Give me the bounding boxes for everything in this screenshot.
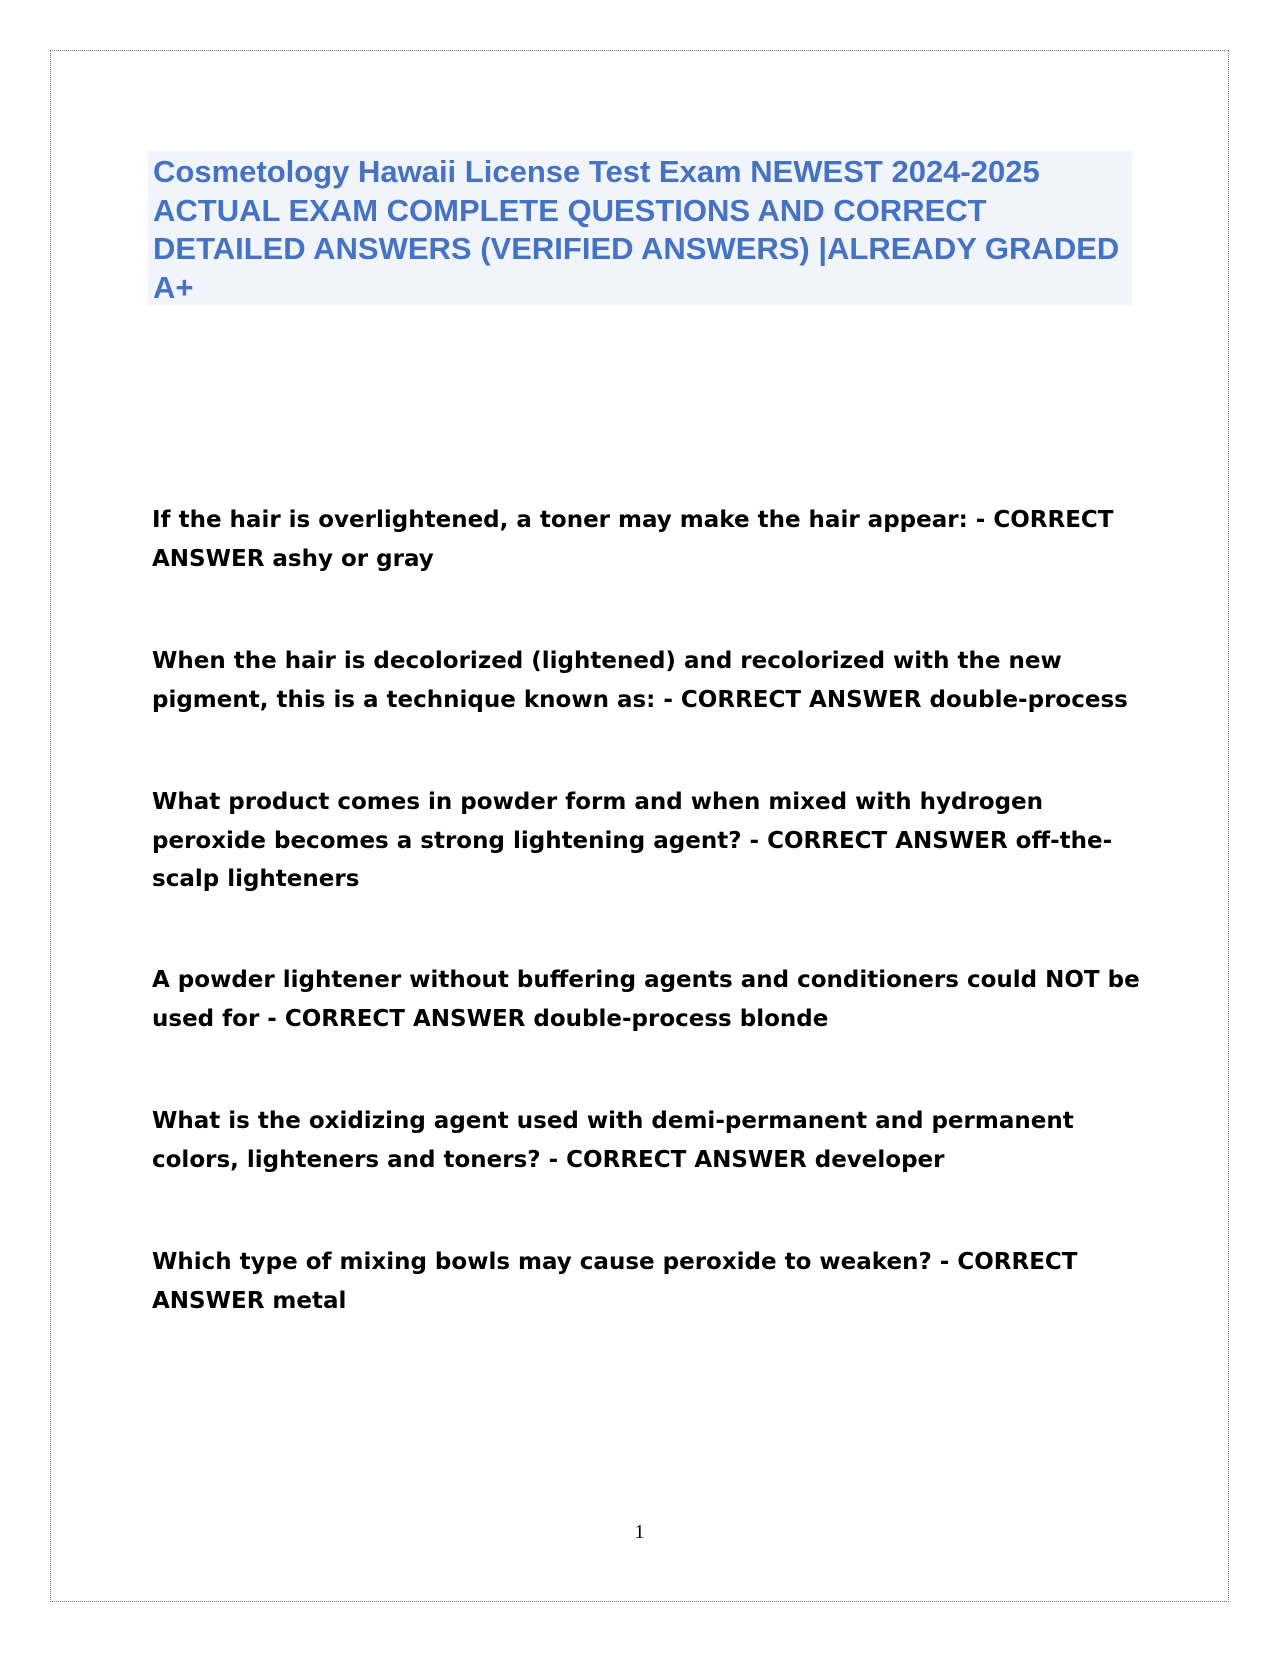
qa-item: What product comes in powder form and when mixed with hydrogen peroxide becomes a strong lightening agent? - CORRECT ANSWER off-the-scalp lighteners <box>152 789 1113 892</box>
title-box <box>148 151 1132 305</box>
qa-item: A powder lightener without buffering agents and conditioners could NOT be used for - CORRECT ANSWER double-process blonde <box>152 967 1140 1032</box>
document-title: Cosmetology Hawaii License Test Exam NEWEST 2024-2025 ACTUAL EXAM COMPLETE QUESTIONS AND CORRECT DETAILED ANSWERS (VERIFIED ANSWERS) |ALREADY GRADED A+ <box>153 154 1120 305</box>
page-number: 1 <box>634 1521 645 1543</box>
qa-item: What is the oxidizing agent used with demi-permanent and permanent colors, lighteners and toners? - CORRECT ANSWER developer <box>152 1108 1074 1173</box>
qa-item: When the hair is decolorized (lightened) and recolorized with the new pigment, this is a technique known as: - CORRECT ANSWER double-process <box>152 648 1128 713</box>
qa-item: Which type of mixing bowls may cause peroxide to weaken? - CORRECT ANSWER metal <box>152 1249 1078 1314</box>
qa-item: If the hair is overlightened, a toner may make the hair appear: - CORRECT ANSWER ashy or gray <box>152 507 1114 572</box>
document-page <box>50 50 1229 1602</box>
